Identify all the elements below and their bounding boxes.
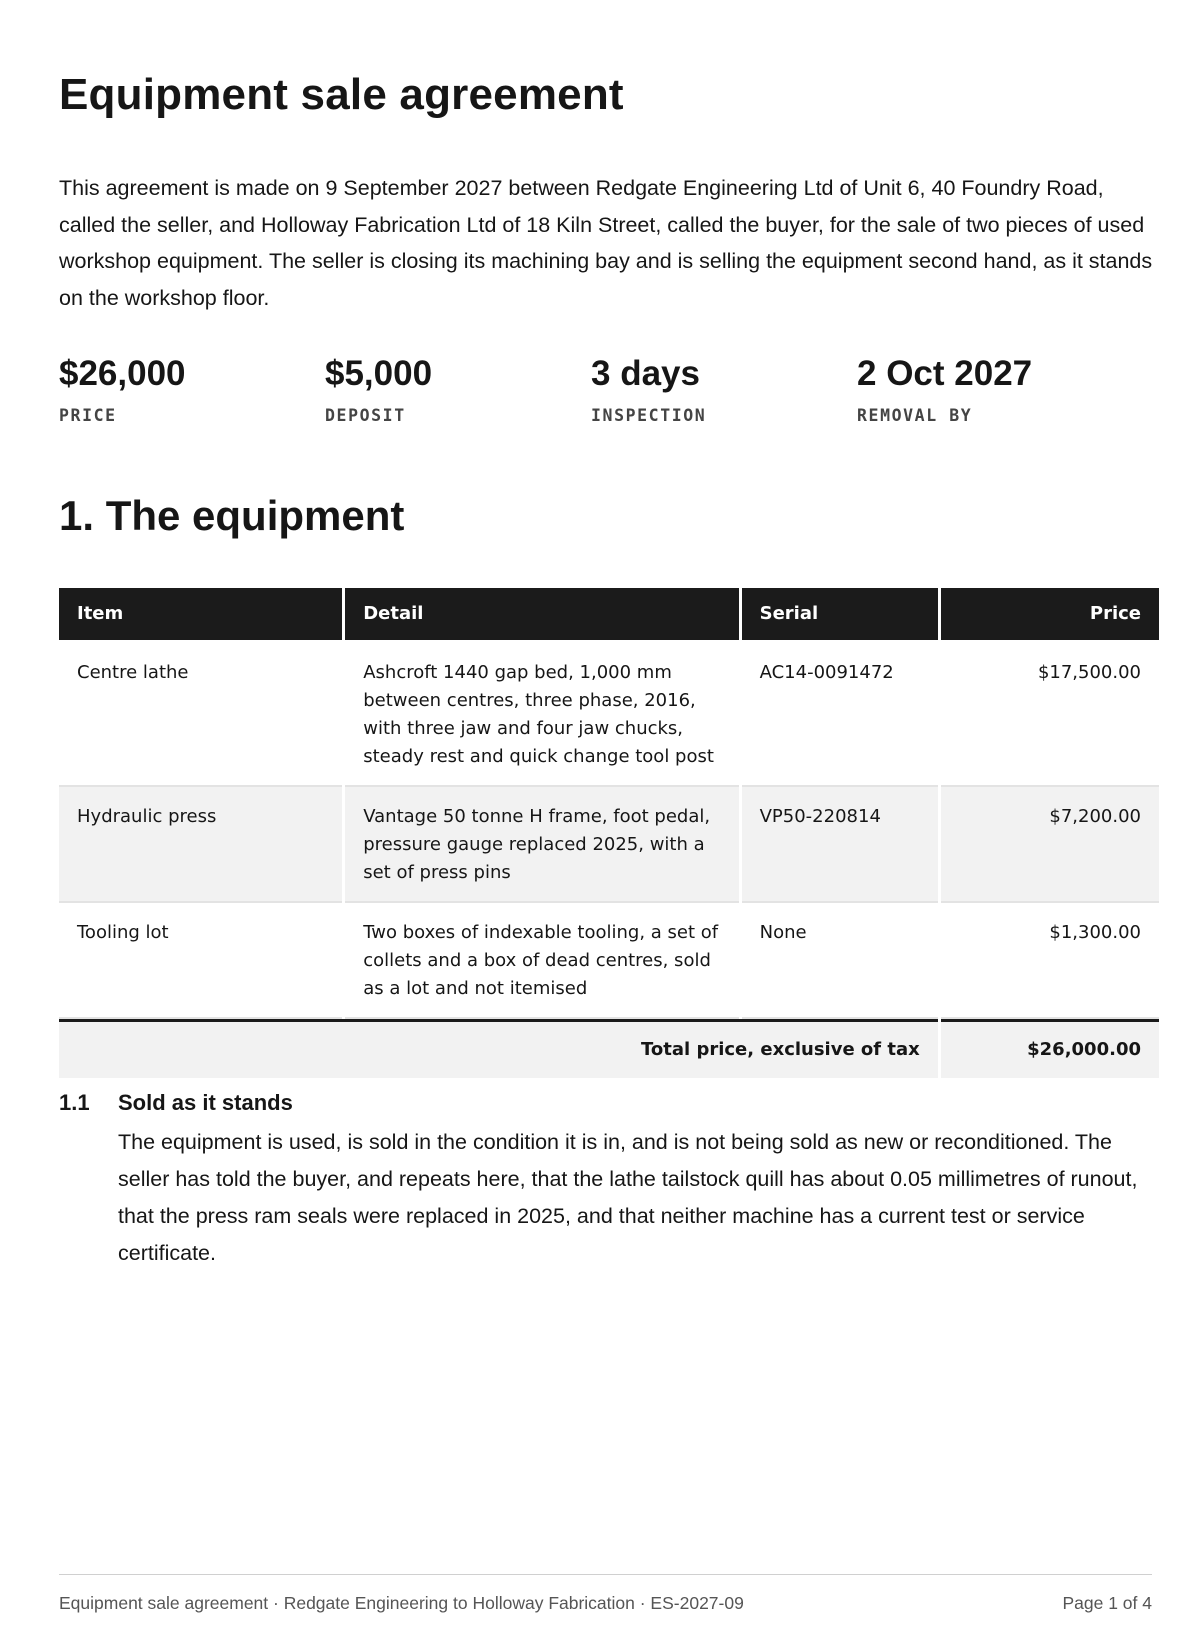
stat-inspection xyxy=(591,354,851,425)
cell-serial: AC14-0091472 xyxy=(742,643,938,787)
stat-removal-by xyxy=(857,354,1117,425)
footer-page-number: Page 1 of 4 xyxy=(1062,1593,1152,1613)
table-row xyxy=(59,643,1159,787)
key-figures xyxy=(59,354,1179,434)
cell-serial: VP50-220814 xyxy=(742,787,938,903)
table-row xyxy=(59,787,1159,903)
table-total-row xyxy=(59,1019,1159,1078)
document-title: Equipment sale agreement xyxy=(59,70,624,119)
total-label: Total price, exclusive of tax xyxy=(59,1019,938,1078)
equipment-table xyxy=(56,588,1162,1078)
stat-label: DEPOSIT xyxy=(325,406,406,426)
cell-detail: Ashcroft 1440 gap bed, 1,000 mm between centres, three phase, 2016, with three jaw and four jaw chucks, steady rest and quick change tool post xyxy=(345,643,738,787)
cell-price: $1,300.00 xyxy=(941,903,1159,1019)
cell-price: $7,200.00 xyxy=(941,787,1159,903)
intro-paragraph: This agreement is made on 9 September 2027 between Redgate Engineering Ltd of Unit 6, 40 Foundry Road, called the seller, and Holloway Fabrication Ltd of 18 Kiln Street, called the buyer, for the sale of two pieces of used workshop equipment. The seller is closing its machining bay and is selling the equipment second hand, as it stands on the workshop floor. xyxy=(59,176,1153,310)
section-heading: 1. The equipment xyxy=(59,492,405,539)
clause-number: 1.1 xyxy=(59,1090,90,1115)
stat-label: PRICE xyxy=(59,406,117,426)
column-header-serial: Serial xyxy=(742,588,938,643)
stat-value: 3 days xyxy=(591,354,700,393)
stat-label: REMOVAL BY xyxy=(857,406,973,426)
clause-heading xyxy=(59,1090,1169,1116)
table-header-row xyxy=(59,588,1159,643)
cell-item: Hydraulic press xyxy=(59,787,342,903)
cell-detail: Vantage 50 tonne H frame, foot pedal, pressure gauge replaced 2025, with a set of press pins xyxy=(345,787,738,903)
footer-document-reference: Equipment sale agreement · Redgate Engineering to Holloway Fabrication · ES-2027-09 xyxy=(59,1593,744,1613)
cell-price: $17,500.00 xyxy=(941,643,1159,787)
stat-value: $26,000 xyxy=(59,354,186,393)
table-row xyxy=(59,903,1159,1019)
cell-item: Centre lathe xyxy=(59,643,342,787)
clause-body: The equipment is used, is sold in the condition it is in, and is not being sold as new or reconditioned. The seller has told the buyer, and repeats here, that the lathe tailstock quill has about 0.05 millimetres of runout, that the press ram seals were replaced in 2025, and that neither machine has a current test or service certificate. xyxy=(118,1130,1138,1265)
stat-value: $5,000 xyxy=(325,354,433,393)
stat-deposit xyxy=(325,354,585,425)
page-footer xyxy=(59,1574,1152,1614)
column-header-price: Price xyxy=(941,588,1159,643)
cell-item: Tooling lot xyxy=(59,903,342,1019)
stat-value: 2 Oct 2027 xyxy=(857,354,1033,393)
column-header-item: Item xyxy=(59,588,342,643)
total-value: $26,000.00 xyxy=(941,1019,1159,1078)
stat-label: INSPECTION xyxy=(591,406,707,426)
cell-detail: Two boxes of indexable tooling, a set of collets and a box of dead centres, sold as a lot and not itemised xyxy=(345,903,738,1019)
cell-serial: None xyxy=(742,903,938,1019)
clause-1-1 xyxy=(59,1090,1169,1272)
stat-price xyxy=(59,354,319,425)
clause-title: Sold as it stands xyxy=(118,1090,293,1115)
column-header-detail: Detail xyxy=(345,588,738,643)
